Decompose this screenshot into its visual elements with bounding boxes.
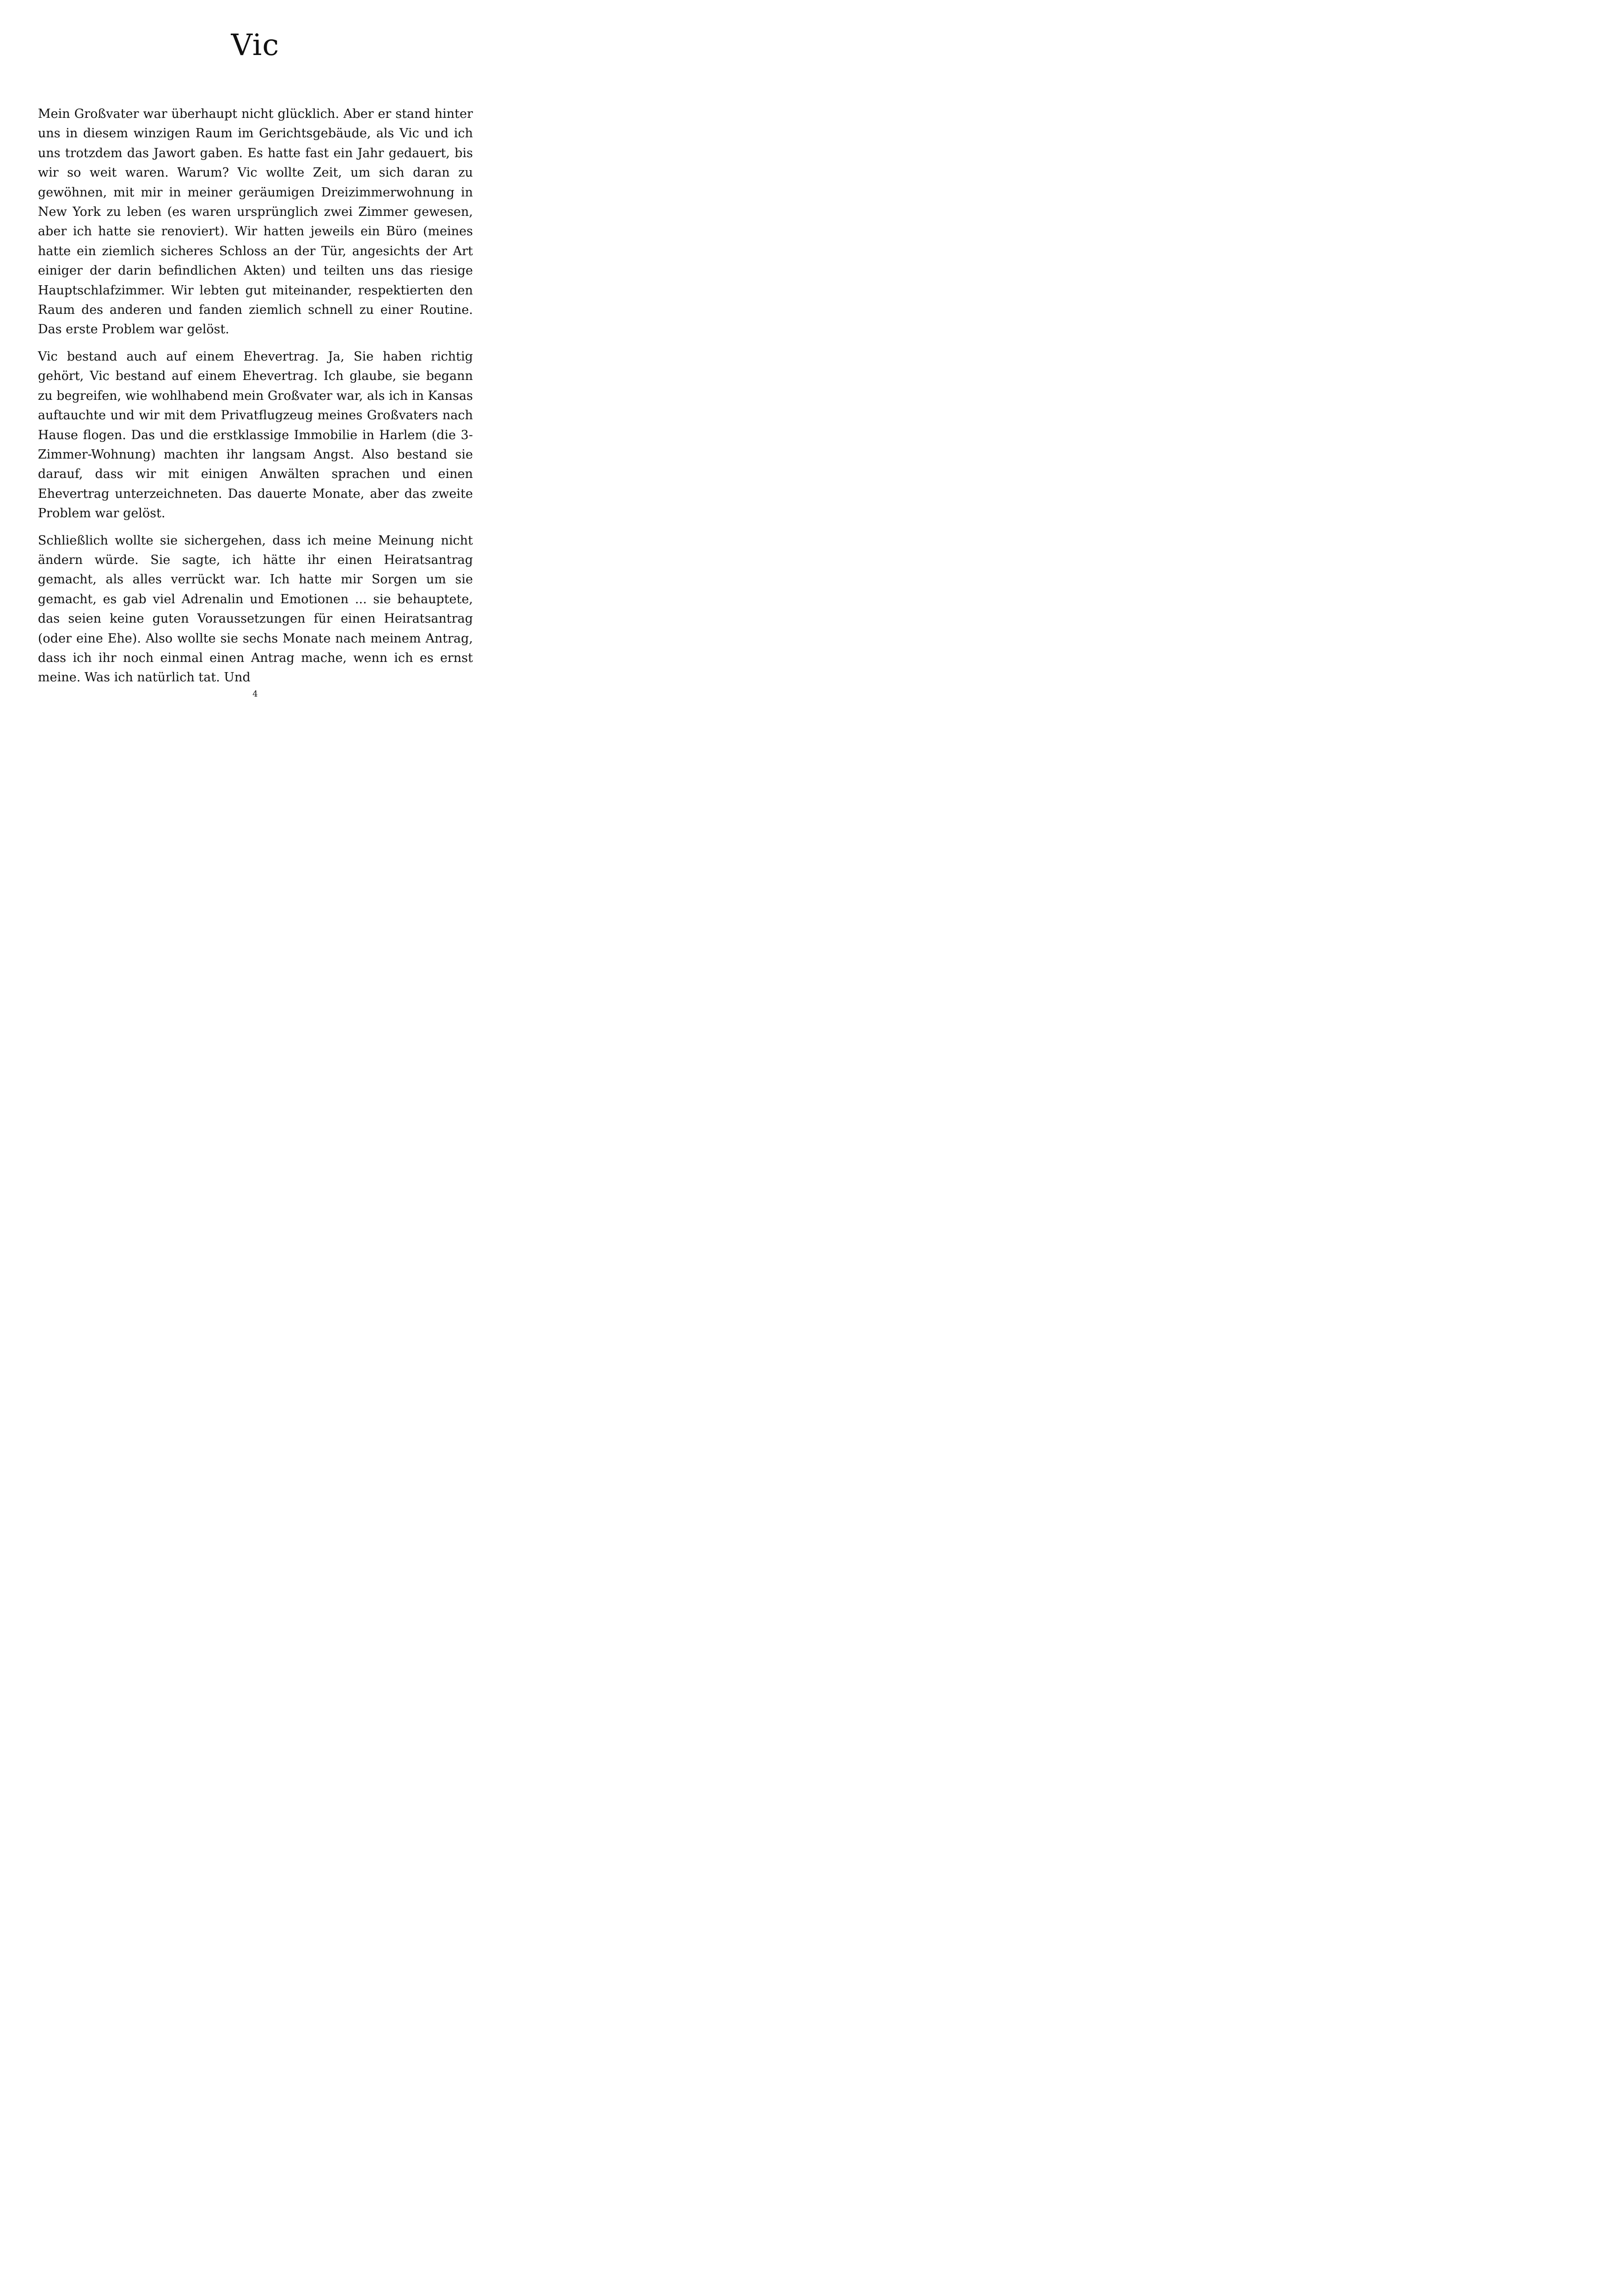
- book-page: [0, 0, 510, 724]
- paragraph-1: Mein Großvater war überhaupt nicht glücklich. Aber er stand hinter uns in diesem winzigen Raum im Gerichtsgebäude, als Vic und ich uns trotzdem das Jawort gaben. Es hatte fast ein Jahr gedauert, bis wir so weit waren. Warum? Vic wollte Zeit, um sich daran zu gewöhnen, mit mir in meiner geräumigen Dreizimmerwohnung in New York zu leben (es waren ursprünglich zwei Zimmer gewesen, aber ich hatte sie renoviert). Wir hatten jeweils ein Büro (meines hatte ein ziemlich sicheres Schloss an der Tür, angesichts der Art einiger der darin befindlichen Akten) und teilten uns das riesige Hauptschlafzimmer. Wir lebten gut miteinander, respektierten den Raum des anderen und fanden ziemlich schnell zu einer Routine. Das erste Problem war gelöst.: [38, 107, 473, 337]
- paragraph-3: Schließlich wollte sie sichergehen, dass ich meine Meinung nicht ändern würde. Sie sagte, ich hätte ihr einen Heiratsantrag gemacht, als alles verrückt war. Ich hatte mir Sorgen um sie gemacht, es gab viel Adrenalin und Emotionen ... sie behauptete, das seien keine guten Voraussetzungen für einen Heiratsantrag (oder eine Ehe). Also wollte sie sechs Monate nach meinem Antrag, dass ich ihr noch einmal einen Antrag mache, wenn ich es ernst meine. Was ich natürlich tat. Und: [38, 533, 473, 685]
- body-text: [38, 104, 473, 695]
- page-number: 4: [252, 689, 258, 699]
- chapter-title: Vic: [231, 28, 280, 62]
- paragraph-2: Vic bestand auch auf einem Ehevertrag. Ja, Sie haben richtig gehört, Vic bestand auf einem Ehevertrag. Ich glaube, sie begann zu begreifen, wie wohlhabend mein Großvater war, als ich in Kansas auftauchte und wir mit dem Privatflugzeug meines Großvaters nach Hause flogen. Das und die erstklassige Immobilie in Harlem (die 3-Zimmer-Wohnung) machten ihr langsam Angst. Also bestand sie darauf, dass wir mit einigen Anwälten sprachen und einen Ehevertrag unterzeichneten. Das dauerte Monate, aber das zweite Problem war gelöst.: [38, 349, 473, 521]
